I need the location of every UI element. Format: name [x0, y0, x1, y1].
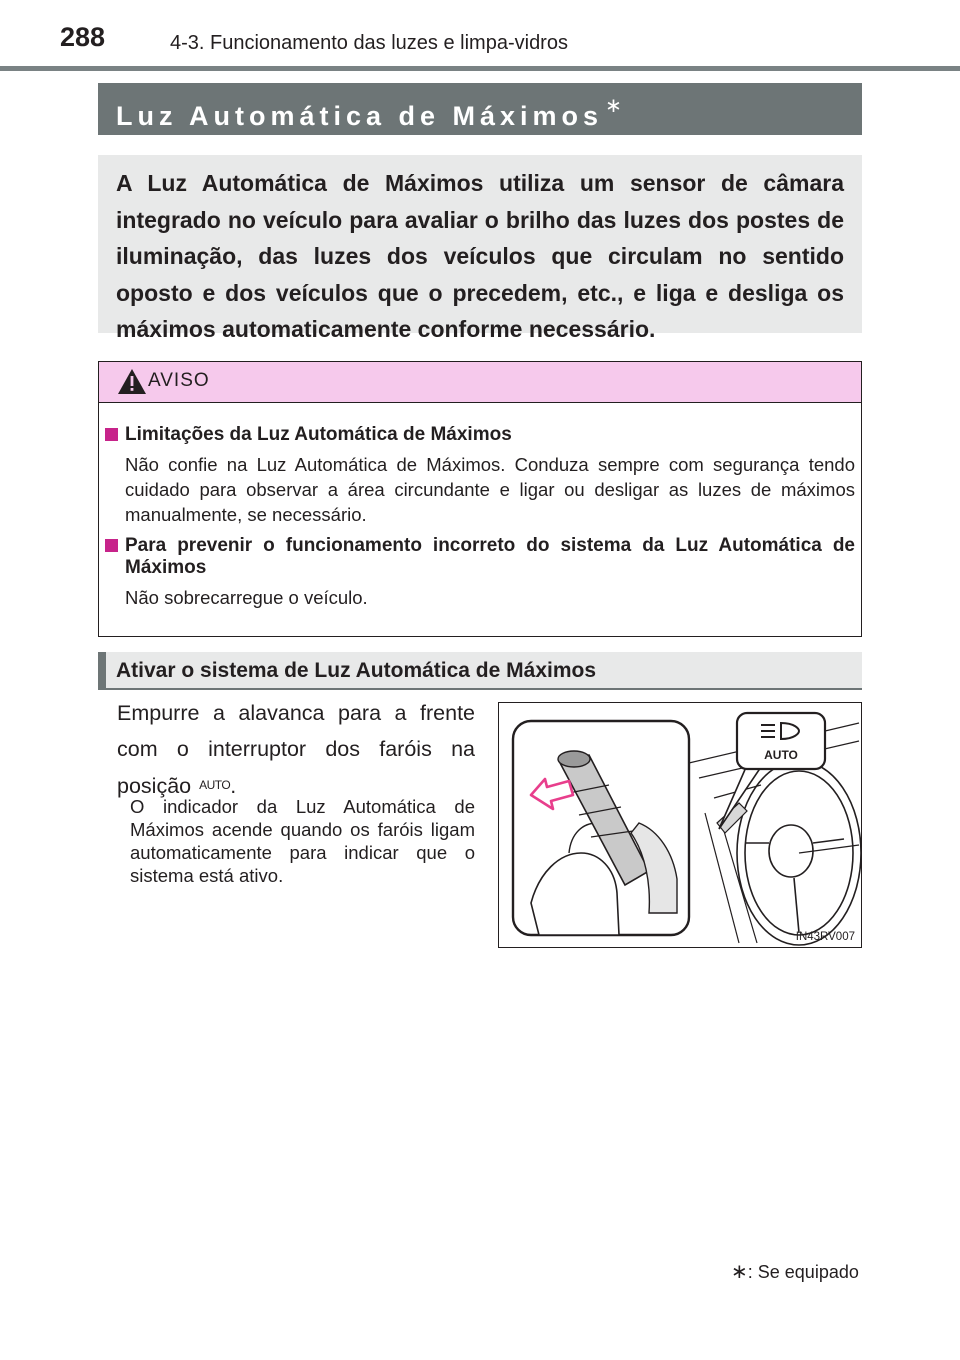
header-rule — [0, 66, 960, 71]
warning-box — [98, 361, 862, 637]
subsection-rule — [98, 688, 862, 690]
figure-code: IN43RV007 — [795, 931, 855, 943]
lever-illustration-drawing — [499, 703, 861, 947]
equipped-marker: ∗ — [731, 1261, 748, 1283]
subsection-title: Ativar o sistema de Luz Automática de Máximos — [116, 659, 597, 682]
auto-position-icon: AUTO — [199, 778, 231, 792]
section-path: 4-3. Funcionamento das luzes e limpa-vidros — [170, 32, 568, 54]
square-bullet-icon — [105, 428, 118, 441]
warning-item-title: Limitações da Luz Automática de Máximos — [105, 424, 855, 446]
footnote: ∗: Se equipado — [731, 1261, 859, 1283]
step-note: O indicador da Luz Automática de Máximos acende quando os faróis ligam automaticamente para indicar que o sistema está ativo. — [130, 796, 475, 886]
warning-triangle-icon — [117, 368, 147, 395]
warning-item-body: Não sobrecarregue o veículo. — [125, 587, 368, 608]
warning-item — [105, 424, 855, 527]
warning-item-title: Para prevenir o funcionamento incorreto do sistema da Luz Automática de Máximos — [105, 535, 855, 579]
intro-box — [98, 155, 862, 342]
page-title — [116, 93, 622, 132]
square-bullet-icon — [105, 539, 118, 552]
warning-label: AVISO — [148, 370, 210, 391]
step-instruction: Empurre a alavanca para a frente com o interruptor dos faróis na posição AUTO. — [117, 701, 475, 798]
warning-item — [105, 535, 855, 610]
subsection-accent — [98, 652, 106, 690]
page-title-text: Luz Automática de Máximos — [116, 101, 604, 131]
lever-illustration — [498, 702, 862, 948]
warning-header — [99, 362, 861, 403]
equipped-marker: ∗ — [605, 95, 622, 117]
warning-item-body: Não confie na Luz Automática de Máximos. Conduza sempre com segurança tendo cuidado para observar a área circundante e ligar ou desligar as luzes de máximos manualmente, se necessário. — [125, 454, 855, 525]
indicator-auto-label: AUTO — [764, 748, 798, 762]
intro-text: A Luz Automática de Máximos utiliza um sensor de câmara integrado no veículo para avaliar o brilho das luzes dos postes de iluminação, das luzes dos veículos que circulam no sentido oposto e dos veículos que o precedem, etc., e liga e desliga os máximos automaticamente conforme necessário. — [116, 170, 844, 342]
subsection-header — [98, 652, 862, 690]
page-number: 288 — [60, 22, 106, 52]
title-bar — [98, 83, 862, 135]
